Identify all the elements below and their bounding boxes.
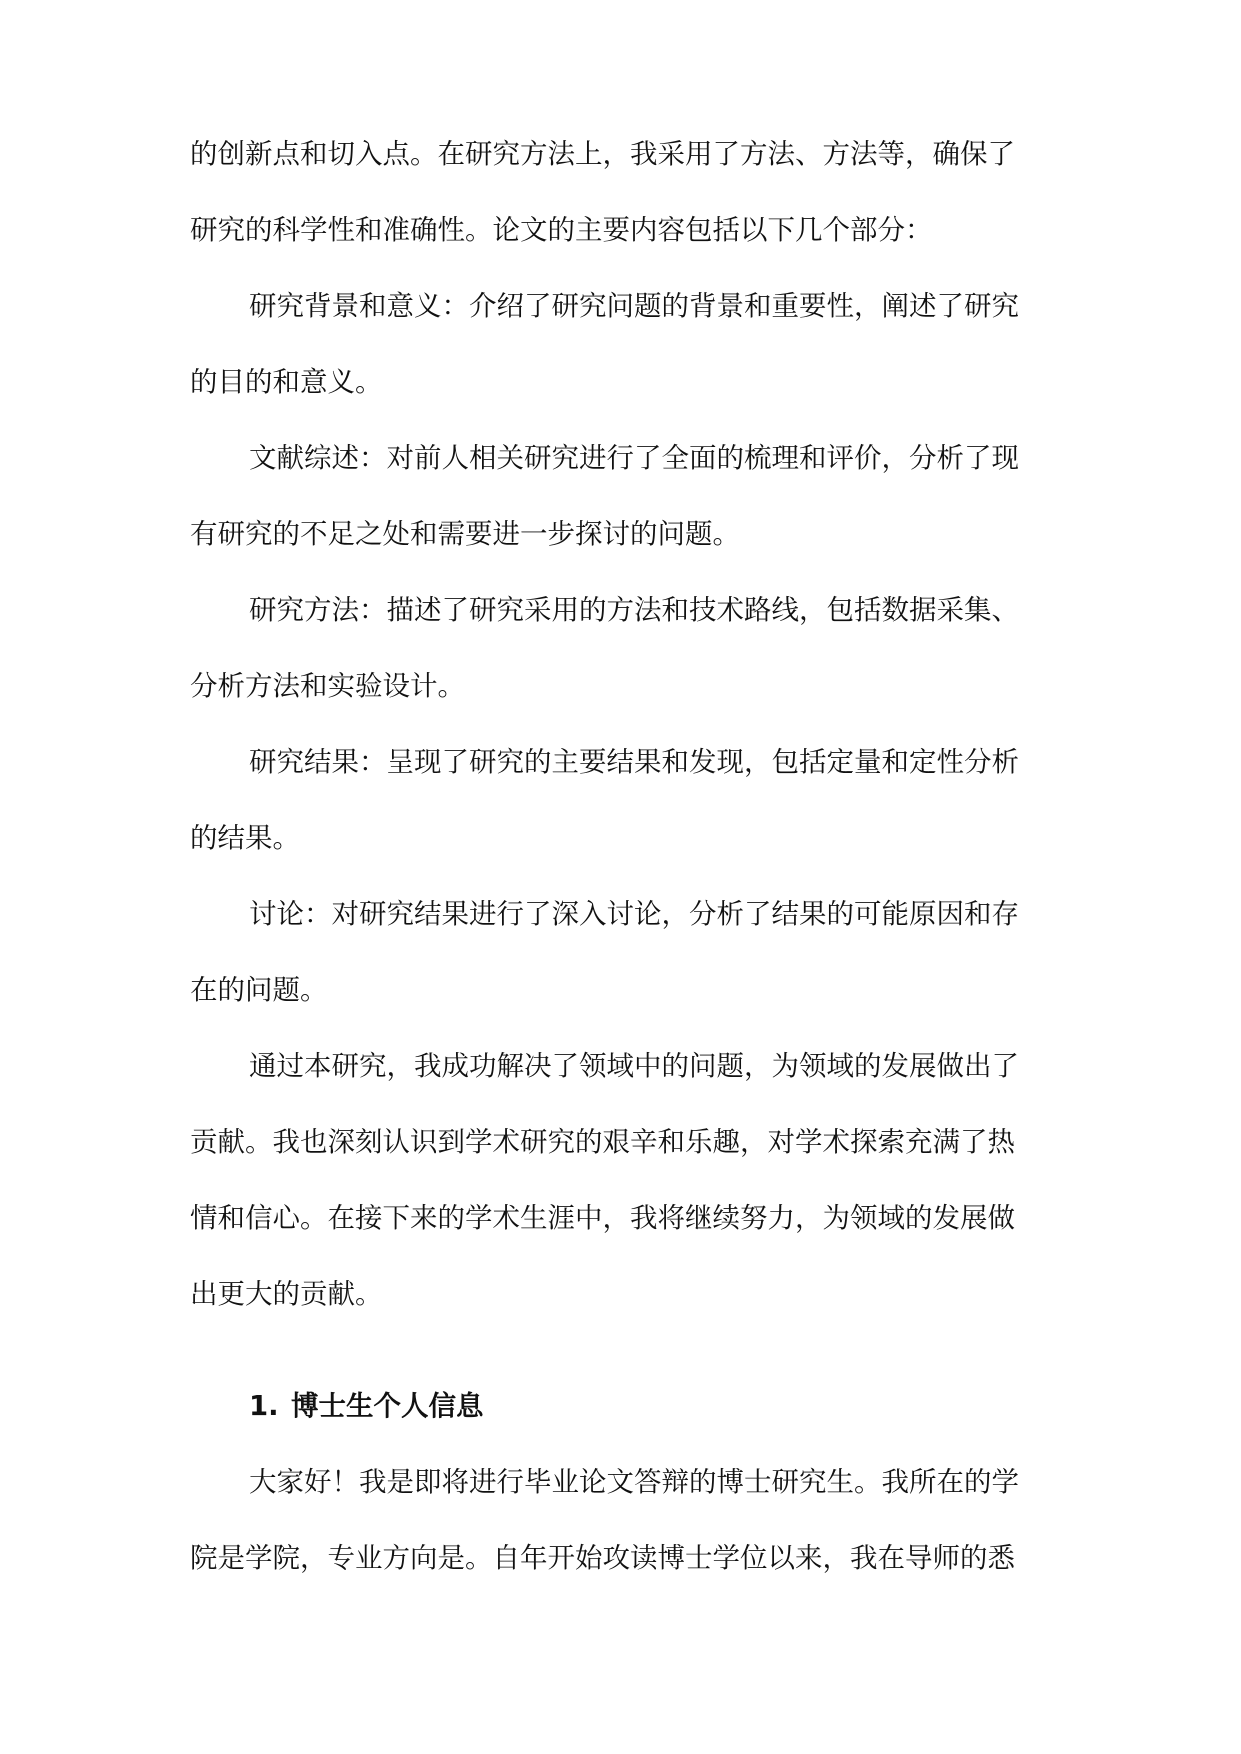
paragraph-research-results: 研究结果：呈现了研究的主要结果和发现，包括定量和定性分析 (249, 746, 1019, 778)
paragraph-literature-review: 文献综述：对前人相关研究进行了全面的梳理和评价，分析了现 (249, 442, 1019, 474)
body-text-line: 的结果。 (190, 822, 300, 854)
body-text-line: 贡献。我也深刻认识到学术研究的艰辛和乐趣，对学术探索充满了热 (190, 1126, 1015, 1158)
body-text-line: 的创新点和切入点。在研究方法上，我采用了方法、方法等，确保了 (190, 138, 1015, 170)
body-text-line: 有研究的不足之处和需要进一步探讨的问题。 (190, 518, 740, 550)
paragraph-conclusion: 通过本研究，我成功解决了领域中的问题，为领域的发展做出了 (249, 1050, 1019, 1082)
body-text-line: 情和信心。在接下来的学术生涯中，我将继续努力，为领域的发展做 (190, 1202, 1015, 1234)
paragraph-introduction: 大家好！我是即将进行毕业论文答辩的博士研究生。我所在的学 (249, 1466, 1019, 1498)
section-title: 博士生个人信息 (291, 1390, 484, 1422)
section-heading (249, 1386, 484, 1426)
paragraph-research-methods: 研究方法：描述了研究采用的方法和技术路线，包括数据采集、 (249, 594, 1019, 626)
section-number: 1. (249, 1390, 279, 1422)
body-text-line: 在的问题。 (190, 974, 328, 1006)
body-text-line: 出更大的贡献。 (190, 1278, 383, 1310)
paragraph-background-significance: 研究背景和意义：介绍了研究问题的背景和重要性，阐述了研究 (249, 290, 1019, 322)
body-text-line: 院是学院，专业方向是。自年开始攻读博士学位以来，我在导师的悉 (190, 1542, 1015, 1574)
paragraph-discussion: 讨论：对研究结果进行了深入讨论，分析了结果的可能原因和存 (249, 898, 1019, 930)
body-text-line: 分析方法和实验设计。 (190, 670, 465, 702)
body-text-line: 研究的科学性和准确性。论文的主要内容包括以下几个部分： (190, 214, 933, 246)
body-text-line: 的目的和意义。 (190, 366, 383, 398)
